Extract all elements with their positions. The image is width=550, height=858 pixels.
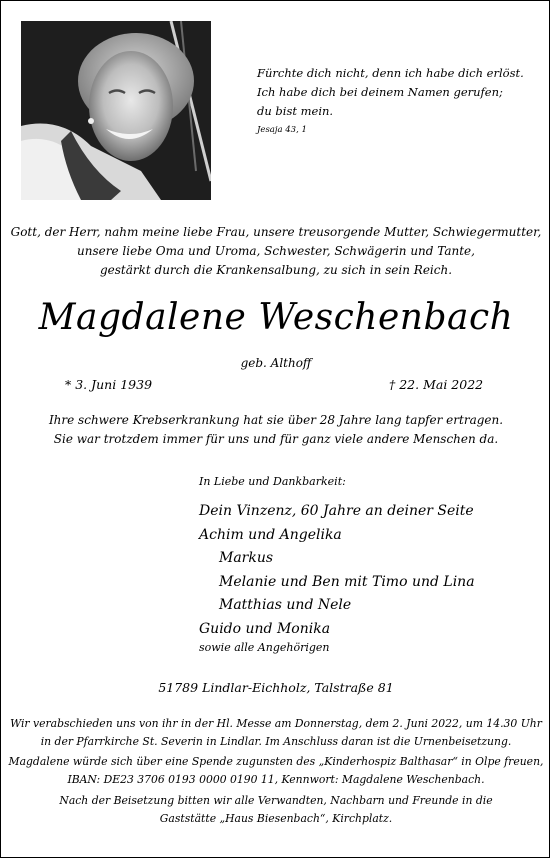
invitation-line: Gaststätte „Haus Biesenbach“, Kirchplatz. bbox=[159, 811, 393, 825]
gratitude-heading: In Liebe und Dankbarkeit: bbox=[199, 475, 346, 488]
birth-date: * 3. Juni 1939 bbox=[65, 377, 153, 392]
mourner-entry: Guido und Monika bbox=[199, 620, 331, 637]
verse-line: Ich habe dich bei deinem Namen gerufen; bbox=[257, 85, 503, 99]
intro-text bbox=[1, 223, 550, 280]
verse-reference: Jesaja 43, 1 bbox=[257, 125, 307, 135]
verse-line: du bist mein. bbox=[257, 104, 334, 118]
mourners-list bbox=[199, 500, 475, 641]
illness-text bbox=[1, 411, 550, 449]
intro-line: unsere liebe Oma und Uroma, Schwester, Schwägerin und Tante, bbox=[77, 244, 475, 258]
verse-line: Fürchte dich nicht, denn ich habe dich erlöst. bbox=[257, 66, 524, 80]
illness-line: Sie war trotzdem immer für uns und für ganz viele andere Menschen da. bbox=[53, 432, 499, 446]
deceased-name: Magdalene Weschenbach bbox=[38, 297, 514, 338]
donation-line: Magdalene würde sich über eine Spende zugunsten des „Kinderhospiz Balthasar“ in Olpe freuen, bbox=[8, 755, 544, 769]
mass-line: Wir verabschieden uns von ihr in der Hl. Messe am Donnerstag, dem 2. Juni 2022, um 14.30 Uhr bbox=[10, 717, 542, 730]
mourner-entry: Dein Vinzenz, 60 Jahre an deiner Seite bbox=[199, 503, 474, 519]
intro-line: Gott, der Herr, nahm meine liebe Frau, unsere treusorgende Mutter, Schwiegermutter, bbox=[10, 225, 542, 239]
portrait-image bbox=[21, 21, 211, 200]
mourner-entry: Achim und Angelika bbox=[199, 526, 342, 543]
donation-line: IBAN: DE23 3706 0193 0000 0190 11, Kennwort: Magdalene Weschenbach. bbox=[67, 773, 485, 787]
bible-verse bbox=[257, 64, 537, 121]
intro-line: gestärkt durch die Krankensalbung, zu sich in sein Reich. bbox=[99, 263, 453, 277]
mourner-entry: Melanie und Ben mit Timo und Lina bbox=[219, 573, 475, 590]
mourner-entry: Markus bbox=[219, 550, 274, 566]
address: 51789 Lindlar-Eichholz, Talstraße 81 bbox=[158, 680, 394, 695]
illness-line: Ihre schwere Krebserkrankung hat sie über 28 Jahre lang tapfer ertragen. bbox=[48, 413, 504, 427]
death-date: † 22. Mai 2022 bbox=[389, 377, 484, 392]
mass-line: in der Pfarrkirche St. Severin in Lindlar. Im Anschluss daran ist die Urnenbeisetzung. bbox=[40, 734, 512, 748]
service-details bbox=[1, 715, 550, 827]
invitation-line: Nach der Beisetzung bitten wir alle Verwandten, Nachbarn und Freunde in die bbox=[59, 793, 493, 807]
maiden-name: geb. Althoff bbox=[240, 356, 312, 370]
mourner-entry: Matthias und Nele bbox=[219, 597, 352, 613]
relatives-text: sowie alle Angehörigen bbox=[199, 641, 330, 654]
portrait-photo bbox=[21, 21, 211, 200]
